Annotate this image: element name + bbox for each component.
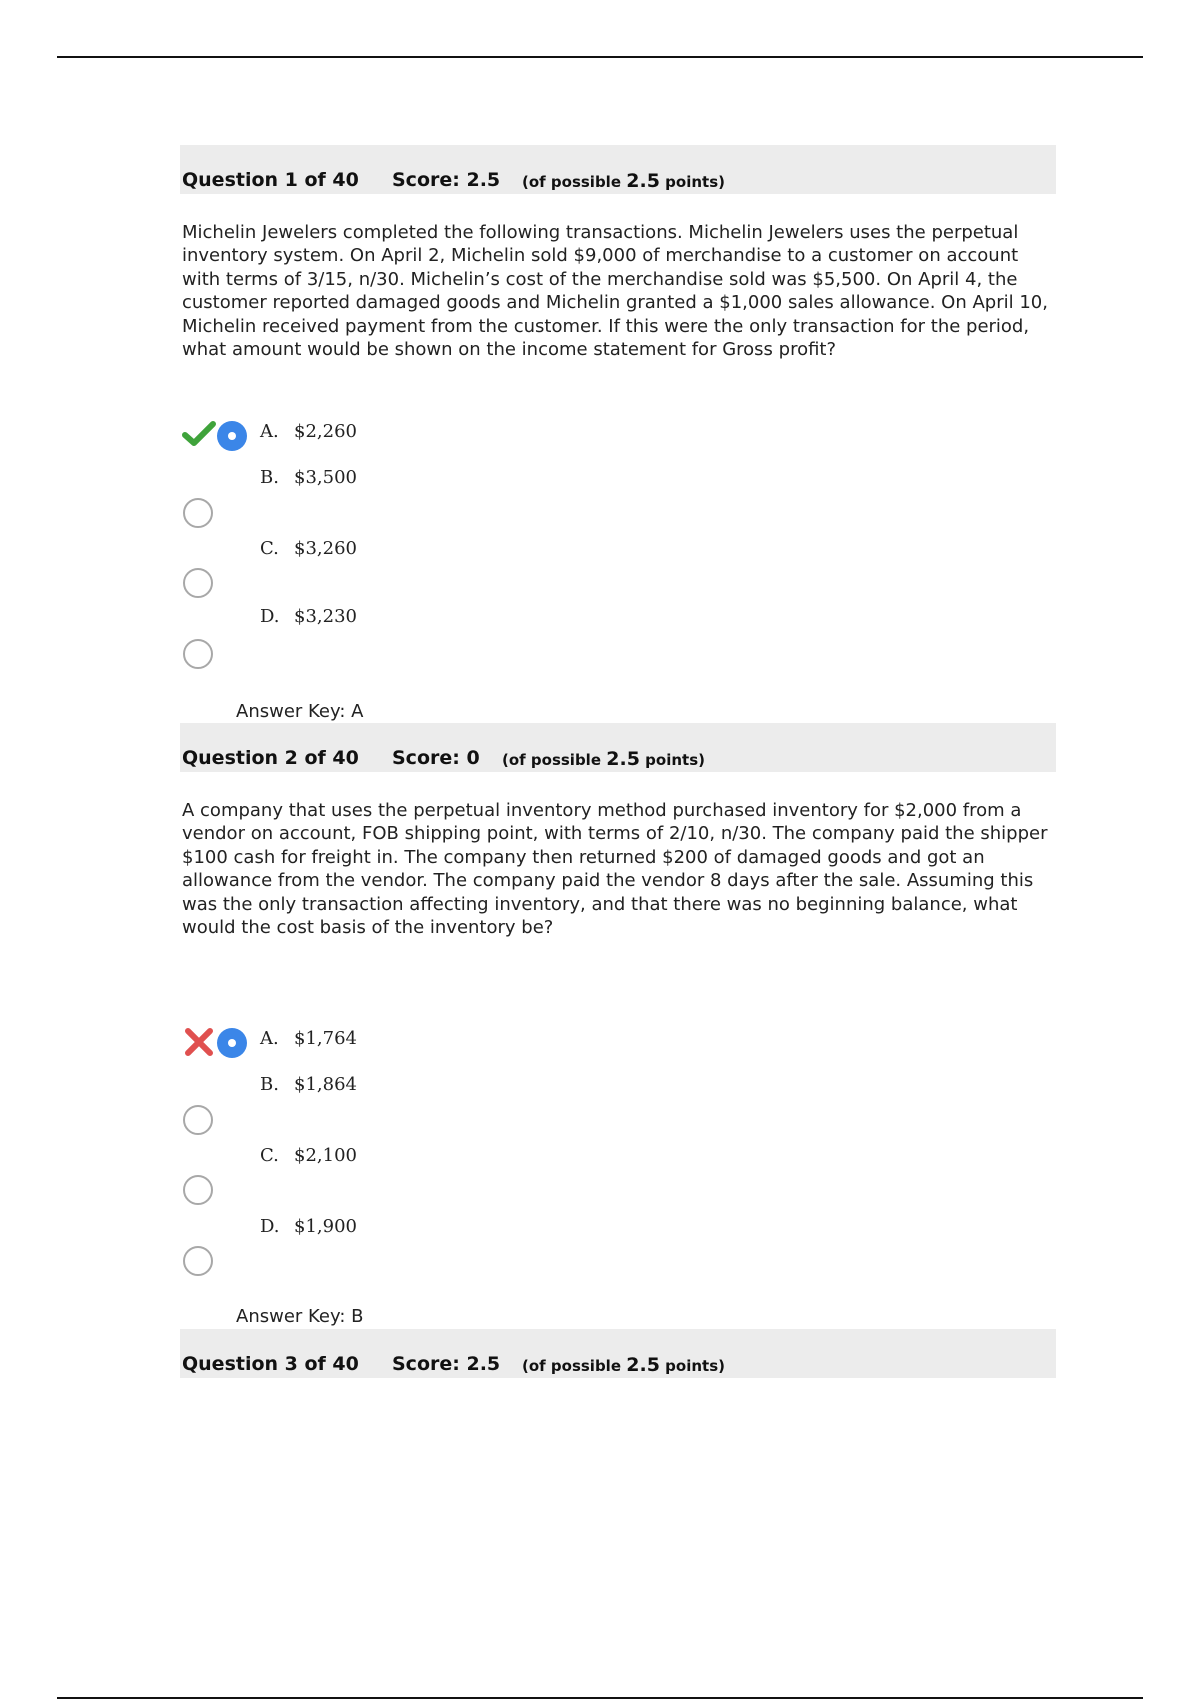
option-letter: D. xyxy=(260,606,280,627)
question-3 xyxy=(180,1329,1056,1378)
question-score: Score: 2.5 xyxy=(392,1353,501,1375)
radio-selected[interactable] xyxy=(217,421,247,451)
question-header xyxy=(180,145,1056,194)
question-text: A company that uses the perpetual inventory method purchased inventory for $2,000 from a vendor on account, FOB shipping point, with terms of 2/10, n/30. The company paid the shipper $100 cash for freight in. The company then returned $200 of damaged goods and got an allowance from the vendor. The company paid the vendor 8 days after the sale. Assuming this was the only transaction affecting inventory, and that there was no beginning balance, what would the cost basis of the inventory be? xyxy=(182,800,1048,939)
possible-points xyxy=(502,750,705,769)
option-value: $1,864 xyxy=(294,1074,357,1095)
question-number: Question 3 of 40 xyxy=(182,1353,359,1375)
radio-selected[interactable] xyxy=(217,1028,247,1058)
question-text: Michelin Jewelers completed the following transactions. Michelin Jewelers uses the perpetual inventory system. On April 2, Michelin sold $9,000 of merchandise to a customer on account with terms of 3/15, n/30. Michelin’s cost of the merchandise sold was $5,500. On April 4, the customer reported damaged goods and Michelin granted a $1,000 sales allowance. On April 10, Michelin received payment from the customer. If this were the only transaction for the period, what amount would be shown on the income statement for Gross profit? xyxy=(182,222,1048,361)
check-icon xyxy=(182,419,216,449)
option-value: $2,260 xyxy=(294,421,357,442)
possible-points-value: 2.5 xyxy=(626,1354,660,1376)
option-value: $3,500 xyxy=(294,467,357,488)
possible-suffix: points) xyxy=(665,1357,725,1375)
option-c[interactable] xyxy=(180,1145,580,1185)
option-value: $1,900 xyxy=(294,1216,357,1237)
option-label xyxy=(260,1028,357,1050)
option-label xyxy=(260,1074,357,1096)
option-label xyxy=(260,467,357,489)
possible-points xyxy=(522,1356,725,1375)
radio-button[interactable] xyxy=(183,568,213,598)
option-a[interactable] xyxy=(180,421,580,461)
possible-prefix: (of possible xyxy=(502,751,602,769)
question-number: Question 2 of 40 xyxy=(182,747,359,769)
option-a[interactable] xyxy=(180,1028,580,1068)
option-letter: B. xyxy=(260,1074,279,1095)
option-letter: C. xyxy=(260,1145,279,1166)
possible-prefix: (of possible xyxy=(522,1357,622,1375)
option-value: $3,260 xyxy=(294,538,357,559)
radio-button[interactable] xyxy=(183,1105,213,1135)
option-c[interactable] xyxy=(180,538,580,578)
question-score: Score: 0 xyxy=(392,747,480,769)
possible-points-value: 2.5 xyxy=(606,748,640,770)
option-label xyxy=(260,1216,357,1238)
possible-suffix: points) xyxy=(665,173,725,191)
option-label xyxy=(260,1145,357,1167)
possible-points xyxy=(522,172,725,191)
possible-prefix: (of possible xyxy=(522,173,622,191)
x-icon xyxy=(182,1026,216,1056)
option-value: $3,230 xyxy=(294,606,357,627)
option-b[interactable] xyxy=(180,467,580,507)
option-label xyxy=(260,606,357,628)
option-label xyxy=(260,538,357,560)
option-d[interactable] xyxy=(180,1216,580,1256)
radio-button[interactable] xyxy=(183,1246,213,1276)
possible-suffix: points) xyxy=(645,751,705,769)
option-letter: C. xyxy=(260,538,279,559)
option-d[interactable] xyxy=(180,606,580,646)
answer-key: Answer Key: A xyxy=(236,701,364,722)
question-header xyxy=(180,1329,1056,1378)
option-b[interactable] xyxy=(180,1074,580,1114)
option-letter: D. xyxy=(260,1216,280,1237)
radio-button[interactable] xyxy=(183,1175,213,1205)
possible-points-value: 2.5 xyxy=(626,170,660,192)
option-letter: A. xyxy=(260,421,279,442)
answer-key: Answer Key: B xyxy=(236,1306,364,1327)
radio-button[interactable] xyxy=(183,639,213,669)
question-2 xyxy=(180,723,1056,1327)
option-label xyxy=(260,421,357,443)
top-rule xyxy=(57,56,1143,58)
question-1 xyxy=(180,145,1056,722)
question-number: Question 1 of 40 xyxy=(182,169,359,191)
option-letter: B. xyxy=(260,467,279,488)
radio-button[interactable] xyxy=(183,498,213,528)
option-value: $1,764 xyxy=(294,1028,357,1049)
question-header xyxy=(180,723,1056,772)
question-score: Score: 2.5 xyxy=(392,169,501,191)
option-value: $2,100 xyxy=(294,1145,357,1166)
bottom-rule xyxy=(57,1697,1143,1699)
option-letter: A. xyxy=(260,1028,279,1049)
